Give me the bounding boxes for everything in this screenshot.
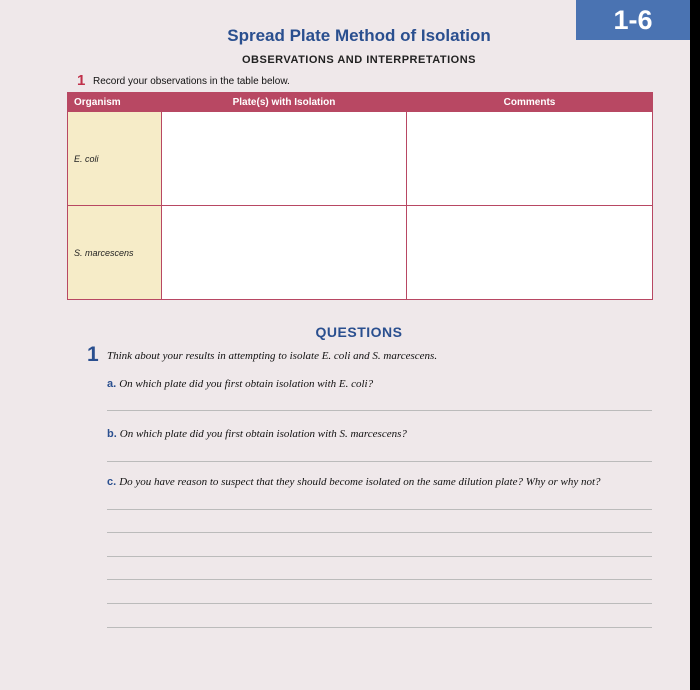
comments-cell[interactable] xyxy=(407,206,653,300)
question-letter: a. xyxy=(107,378,117,390)
question-c xyxy=(107,476,601,488)
observation-instruction: Record your observations in the table below. xyxy=(93,76,290,87)
answer-line[interactable] xyxy=(107,579,652,580)
header-comments: Comments xyxy=(407,93,653,112)
section-subtitle: OBSERVATIONS AND INTERPRETATIONS xyxy=(242,54,476,66)
page-number-badge: 1-6 xyxy=(576,0,690,40)
answer-line[interactable] xyxy=(107,410,652,411)
question-intro: Think about your results in attempting to isolate E. coli and S. marcescens. xyxy=(107,350,438,362)
answer-line[interactable] xyxy=(107,532,652,533)
answer-line[interactable] xyxy=(107,461,652,462)
organism-cell: E. coli xyxy=(68,112,162,206)
table-row xyxy=(68,112,653,206)
observations-table xyxy=(67,92,653,300)
answer-line[interactable] xyxy=(107,603,652,604)
page-title: Spread Plate Method of Isolation xyxy=(227,26,491,45)
header-organism: Organism xyxy=(68,93,162,112)
table-row xyxy=(68,206,653,300)
answer-line[interactable] xyxy=(107,509,652,510)
question-text: Do you have reason to suspect that they should become isolated on the same dilution plate? Why or why not? xyxy=(119,476,601,488)
answer-line[interactable] xyxy=(107,556,652,557)
question-text: On which plate did you first obtain isolation with S. marcescens? xyxy=(119,428,407,440)
question-b xyxy=(107,428,407,440)
question-letter: c. xyxy=(107,476,117,488)
question-letter: b. xyxy=(107,428,117,440)
question-text: On which plate did you first obtain isolation with E. coli? xyxy=(119,378,374,390)
plates-cell[interactable] xyxy=(162,206,407,300)
table-header-row xyxy=(68,93,653,112)
header-plates: Plate(s) with Isolation xyxy=(162,93,407,112)
question-a xyxy=(107,378,373,390)
questions-heading: QUESTIONS xyxy=(315,324,403,340)
answer-line[interactable] xyxy=(107,627,652,628)
observation-number: 1 xyxy=(77,72,86,89)
question-number: 1 xyxy=(87,343,99,366)
comments-cell[interactable] xyxy=(407,112,653,206)
plates-cell[interactable] xyxy=(162,112,407,206)
organism-cell: S. marcescens xyxy=(68,206,162,300)
